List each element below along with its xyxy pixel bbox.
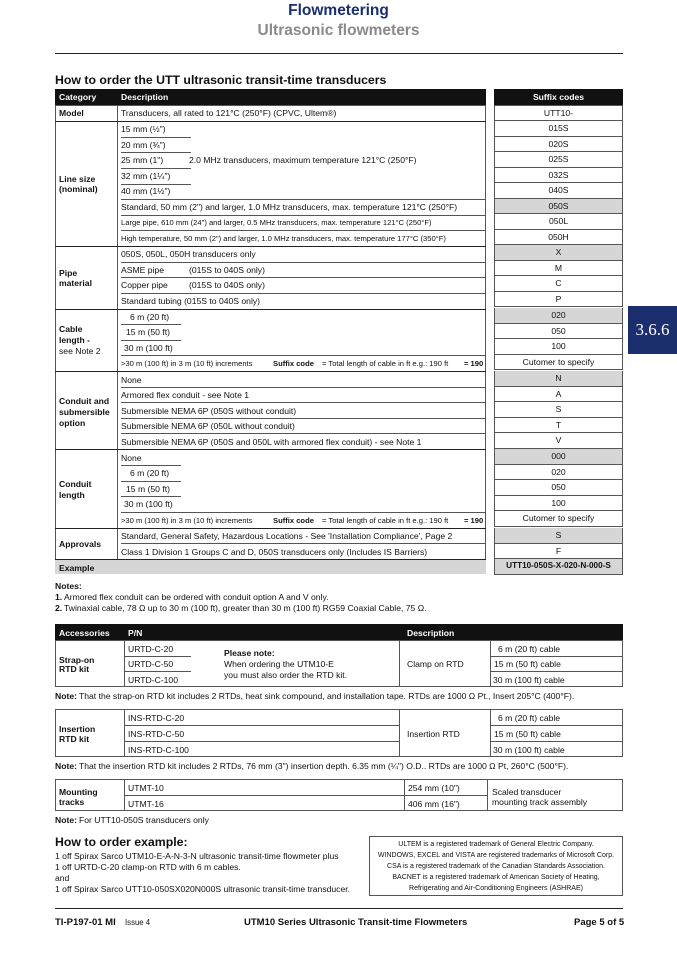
line-size-25: 25 mm (1") — [121, 155, 164, 165]
code-cable-020: 020 — [494, 308, 623, 324]
code-conduit-n: N — [494, 371, 623, 387]
pn-ins-rtd-c-50: INS-RTD-C-50 — [128, 729, 185, 739]
conduit-armored: Armored flex conduit - see Note 1 — [121, 390, 250, 400]
code-clen-000: 000 — [494, 449, 623, 465]
pipe-050-only: 050S, 050L, 050H transducers only — [121, 249, 256, 259]
code-050s: 050S — [494, 199, 623, 215]
pn-utmt-16: UTMT-16 — [128, 799, 164, 809]
pipe-tubing: Standard tubing (015S to 040S only) — [121, 296, 261, 306]
conduit-nema-050s: Submersible NEMA 6P (050S without conduit) — [121, 406, 297, 416]
trademark-4: BACNET is a registered trademark of American Society of Heating, — [392, 874, 600, 881]
example-order-line-3: and — [55, 873, 70, 883]
pn-urtd-c-50: URTD-C-50 — [128, 659, 174, 669]
code-015s: 015S — [494, 121, 623, 137]
code-clen-050: 050 — [494, 480, 623, 496]
header-divider — [55, 53, 623, 54]
code-pipe-m: M — [494, 261, 623, 277]
cat-cable-length: length - — [59, 335, 91, 345]
code-clen-100: 100 — [494, 496, 623, 512]
strap-note-label: Note: — [55, 691, 77, 701]
clen-30m: 30 m (100 ft) — [124, 499, 173, 509]
cable-suffix-example: = Total length of cable in ft e.g.: 190 ft — [322, 359, 449, 368]
mounting-note: For UTT10-050S transducers only — [79, 815, 209, 825]
pipe-asme-note: (015S to 040S only) — [189, 265, 265, 275]
desc-model: Transducers, all rated to 121°C (250°F) (CPVC, Ultem®) — [121, 108, 337, 118]
approval-class1: Class 1 Division 1 Groups C and D, 050S transducers only (Includes IS Barriers) — [121, 547, 428, 557]
example-order-title: How to order example: — [55, 835, 188, 849]
example-order-line-1: 1 off Spirax Sarco UTM10-E-A-N-3-N ultrasonic transit-time flowmeter plus — [55, 851, 339, 861]
approval-standard: Standard, General Safety, Hazardous Locations - See 'Installation Compliance', Page 2 — [121, 531, 453, 541]
section-tab: 3.6.6 — [628, 306, 677, 354]
code-approval-f: F — [494, 544, 623, 560]
conduit-nema-armored: Submersible NEMA 6P (050S and 050L with armored flex conduit) - see Note 1 — [121, 437, 422, 447]
line-size-40: 40 mm (1½") — [121, 186, 171, 196]
footer-title: UTM10 Series Ultrasonic Transit-time Flowmeters — [244, 917, 468, 928]
note-2: Twinaxial cable, 78 Ω up to 30 m (100 ft), greater than 30 m (100 ft) RG59 Coaxial Cable, 75 Ω. — [64, 603, 427, 613]
footer-doc-id: TI-P197-01 MI — [55, 917, 116, 928]
clen-15m: 15 m (50 ft) — [126, 484, 170, 494]
cat-model: Model — [59, 108, 84, 118]
code-032s: 032S — [494, 168, 623, 184]
cat-cable: Cable — [59, 324, 83, 334]
line-size-20: 20 mm (¾") — [121, 140, 166, 150]
cat-conduit-option: option — [59, 418, 86, 428]
header-description: Description — [121, 92, 169, 102]
header-suffix-codes: Suffix codes — [494, 89, 623, 105]
line-size-large: Large pipe, 610 mm (24") and larger, 0.5 MHz transducers, max. temperature 121°C (250°F) — [121, 218, 432, 227]
cat-conduit-length: Conduit — [59, 479, 92, 489]
table-header-bar — [55, 89, 486, 105]
insertion-note: That the insertion RTD kit includes 2 RTDs, 76 mm (3") insertion depth. 6.35 mm (¼") O.D.. RTDs are 1000 Ω Pt, 260°C (500°F). — [79, 761, 569, 771]
cat-approvals: Approvals — [59, 539, 102, 549]
example-row — [55, 559, 486, 574]
code-025s: 025S — [494, 152, 623, 168]
line-size-15: 15 mm (½") — [121, 124, 166, 134]
order-table-frame — [55, 105, 486, 574]
insert-cable-6m: 6 m (20 ft) cable — [498, 713, 561, 723]
code-050h: 050H — [494, 230, 623, 246]
trademark-3: CSA is a registered trademark of the Canadian Standards Association. — [387, 863, 605, 870]
clen-suffix-value: = 190 — [464, 516, 484, 525]
header-category: Category — [59, 92, 97, 102]
code-approval-s: S — [494, 528, 623, 544]
please-note-line-1: When ordering the UTM10-E — [224, 659, 334, 669]
code-conduit-t: T — [494, 418, 623, 434]
code-cable-custom: Cutomer to specify — [494, 355, 623, 371]
footer-page: Page 5 of 5 — [574, 917, 625, 928]
code-example: UTT10-050S-X-020-N-000-S — [494, 559, 623, 575]
trademark-2: WINDOWS, EXCEL and VISTA are registered trademarks of Microsoft Corp. — [377, 852, 615, 859]
please-note-title: Please note: — [224, 648, 275, 658]
strap-cable-6m: 6 m (20 ft) cable — [498, 644, 561, 654]
insertion-desc: Insertion RTD — [407, 729, 460, 739]
acc-header-description: Description — [407, 628, 455, 638]
insertion-note-label: Note: — [55, 761, 77, 771]
code-cable-050: 050 — [494, 324, 623, 340]
mounting-cat-2: tracks — [59, 797, 85, 807]
pipe-copper-note: (015S to 040S only) — [189, 280, 265, 290]
clen-increments: >30 m (100 ft) in 3 m (10 ft) increments — [121, 516, 253, 525]
insert-cable-30m: 30 m (100 ft) cable — [493, 745, 565, 755]
acc-header-pn: P/N — [128, 628, 143, 638]
pn-urtd-c-20: URTD-C-20 — [128, 644, 174, 654]
mounting-note-label: Note: — [55, 815, 77, 825]
strap-on-cat-2: RTD kit — [59, 664, 90, 674]
cat-line-size: Line size — [59, 174, 96, 184]
strap-cable-15m: 15 m (50 ft) cable — [494, 659, 561, 669]
note-1: Armored flex conduit can be ordered with conduit option A and V only. — [64, 592, 329, 602]
note-1-number: 1. — [55, 592, 63, 602]
code-clen-custom: Cutomer to specify — [494, 511, 623, 527]
pn-urtd-c-100: URTD-C-100 — [128, 675, 178, 685]
pn-ins-rtd-c-20: INS-RTD-C-20 — [128, 713, 185, 723]
code-model: UTT10- — [494, 105, 623, 121]
conduit-nema-050l: Submersible NEMA 6P (050L without conduit) — [121, 421, 295, 431]
note-2-number: 2. — [55, 603, 63, 613]
cat-conduit: Conduit and — [59, 396, 110, 406]
acc-header-accessories: Accessories — [59, 628, 110, 638]
code-040s: 040S — [494, 183, 623, 199]
cat-pipe: Pipe — [59, 268, 78, 278]
code-conduit-v: V — [494, 433, 623, 449]
code-050l: 050L — [494, 214, 623, 230]
page-header-title: Flowmetering — [288, 2, 389, 19]
insertion-cat-2: RTD kit — [59, 734, 90, 744]
cat-pipe-material: material — [59, 278, 92, 288]
pipe-copper: Copper pipe — [121, 280, 168, 290]
insert-cable-15m: 15 m (50 ft) cable — [494, 729, 561, 739]
trademark-1: ULTEM is a registered trademark of General Electric Company. — [398, 841, 594, 848]
code-pipe-p: P — [494, 292, 623, 308]
example-label: Example — [59, 563, 95, 573]
clen-suffix-example: = Total length of cable in ft e.g.: 190 ft — [322, 516, 449, 525]
cable-30m: 30 m (100 ft) — [124, 343, 173, 353]
mount-size-10: 254 mm (10") — [408, 783, 460, 793]
strap-cable-30m: 30 m (100 ft) cable — [493, 675, 565, 685]
example-order-line-4: 1 off Spirax Sarco UTT10-050SX020N000S ultrasonic transit-time transducer. — [55, 884, 351, 894]
pn-ins-rtd-c-100: INS-RTD-C-100 — [128, 745, 189, 755]
cat-cable-note: see Note 2 — [59, 346, 101, 356]
line-size-common-desc: 2.0 MHz transducers, maximum temperature 121°C (250°F) — [189, 155, 417, 165]
cable-increments: >30 m (100 ft) in 3 m (10 ft) increments — [121, 359, 253, 368]
footer-issue: Issue 4 — [125, 918, 151, 927]
mount-size-16: 406 mm (16") — [408, 799, 460, 809]
code-clen-020: 020 — [494, 465, 623, 481]
mount-desc-2: mounting track assembly — [492, 797, 588, 807]
code-conduit-s: S — [494, 402, 623, 418]
trademark-5: Refrigerating and Air-Conditioning Engineers (ASHRAE) — [409, 885, 583, 892]
clen-suffix-label: Suffix code — [273, 516, 314, 525]
cable-suffix-label: Suffix code — [273, 359, 314, 368]
clen-none: None — [121, 453, 142, 463]
line-size-standard: Standard, 50 mm (2") and larger, 1.0 MHz transducers, max. temperature 121°C (250°F) — [121, 202, 458, 212]
cable-6m: 6 m (20 ft) — [130, 312, 170, 322]
strap-note: That the strap-on RTD kit includes 2 RTDs, heat sink compound, and installation tape. RTDs are 1000 Ω Pt., Insert 205°C (400°F). — [79, 691, 575, 701]
strap-on-desc: Clamp on RTD — [407, 659, 464, 669]
cable-15m: 15 m (50 ft) — [126, 327, 170, 337]
cable-suffix-value: = 190 — [464, 359, 484, 368]
code-020s: 020S — [494, 137, 623, 153]
example-order-line-2: 1 off URTD-C-20 clamp-on RTD with 6 m cables. — [55, 862, 241, 872]
notes-title: Notes: — [55, 581, 82, 591]
please-note-line-2: you must also order the RTD kit. — [224, 670, 348, 680]
mount-desc-1: Scaled transducer — [492, 787, 562, 797]
code-cable-100: 100 — [494, 339, 623, 355]
cat-conduit-submersible: submersible — [59, 407, 110, 417]
section-title: How to order the UTT ultrasonic transit-time transducers — [55, 73, 387, 87]
pn-utmt-10: UTMT-10 — [128, 783, 164, 793]
code-conduit-a: A — [494, 387, 623, 403]
cat-line-size-nominal: (nominal) — [59, 184, 98, 194]
line-size-high-temp: High temperature, 50 mm (2") and larger, 1.0 MHz transducers, max. temperature 177°C (350°F) — [121, 234, 446, 243]
category-divider — [117, 105, 118, 560]
strap-on-cat: Strap-on — [59, 655, 95, 665]
line-size-32: 32 mm (1¼") — [121, 171, 171, 181]
conduit-none: None — [121, 375, 142, 385]
pipe-asme: ASME pipe — [121, 265, 164, 275]
insertion-cat: Insertion — [59, 724, 96, 734]
page-header-subtitle: Ultrasonic flowmeters — [257, 22, 420, 39]
cat-conduit-length-2: length — [59, 490, 85, 500]
footer-divider — [55, 908, 623, 909]
mounting-cat: Mounting — [59, 787, 98, 797]
code-pipe-c: C — [494, 276, 623, 292]
code-pipe-x: X — [494, 245, 623, 261]
clen-6m: 6 m (20 ft) — [130, 468, 170, 478]
